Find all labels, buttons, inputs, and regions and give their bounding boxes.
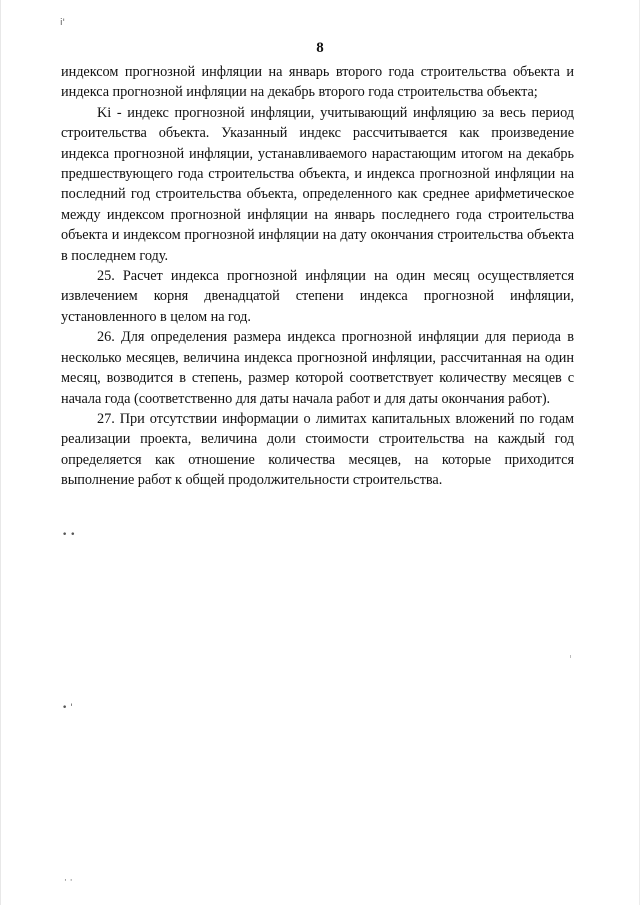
page-number: 8 <box>316 40 324 56</box>
scan-mark-left-3: · · <box>64 876 73 886</box>
scan-edge-left <box>0 0 1 905</box>
paragraph-27: 27. При отсутствии информации о лимитах капитальных вложений по годам реализации проекта, величина доли стоимости строительства на каждый год определяется как отношение количества месяцев, на которые приходится выполнение работ к общей продолжительности строительства. <box>61 410 574 489</box>
paragraph-ki-definition: Ki - индекс прогнозной инфляции, учитывающий инфляцию за весь период строительства объекта. Указанный индекс рассчитывается как произведение индекса прогнозной инфляции, устанавливаемого нарастающим итогом на декабрь предшествующего года строительства объекта, и индекса прогнозной инфляции на последний год строительства объекта, определенного как среднее арифметическое между индексом прогнозной инфляции на январь последнего года строительства объекта и индексом прогнозной инфляции на дату окончания строительства объекта в последнем году. <box>61 104 574 264</box>
scan-mark-left-2: • ' <box>62 703 73 713</box>
document-body <box>61 62 574 491</box>
paragraph-26: 26. Для определения размера индекса прогнозной инфляции для периода в несколько месяцев, величина индекса прогнозной инфляции, рассчитанная на один месяц, возводится в степень, размер которой соответствует количеству месяцев с начала года (соответственно для даты начала работ и для даты окончания работ). <box>61 329 574 407</box>
paragraph-25: 25. Расчет индекса прогнозной инфляции на один месяц осуществляется извлечением корня двенадцатой степени индекса прогнозной инфляции, установленного в целом на год. <box>61 268 574 325</box>
scan-mark-top-left: і' <box>60 18 65 28</box>
scan-mark-left-1: • • <box>62 530 76 540</box>
scan-speck-right <box>570 655 571 658</box>
paragraph-continuation: индексом прогнозной инфляции на январь второго года строительства объекта и индекса прогнозной инфляции на декабрь второго года строительства объекта; <box>61 64 574 101</box>
